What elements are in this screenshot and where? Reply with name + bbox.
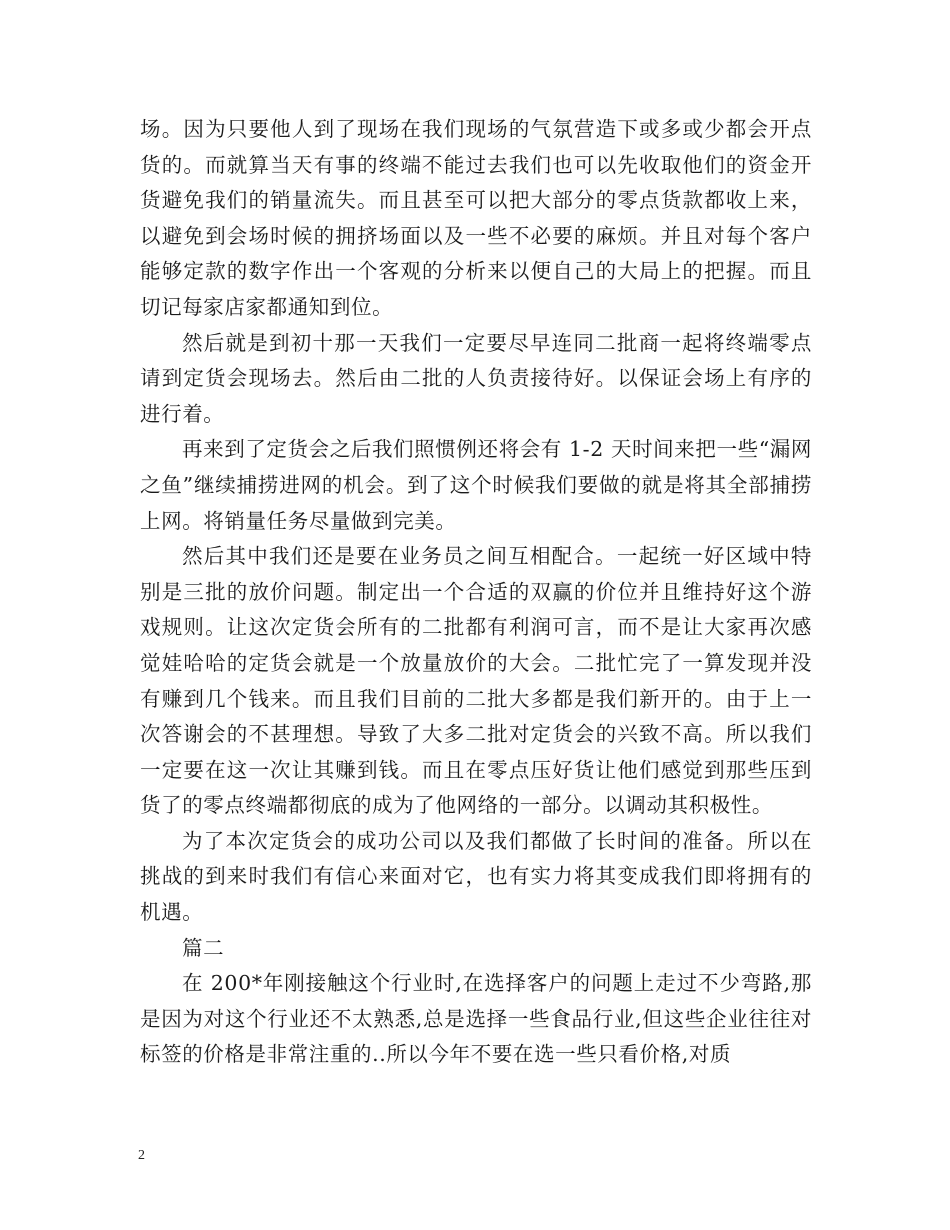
- paragraph-2: 然后就是到初十那一天我们一定要尽早连同二批商一起将终端零点请到定货会现场去。然后由二批的人负责接待好。以保证会场上有序的进行着。: [140, 330, 812, 426]
- paragraph-1: 场。因为只要他人到了现场在我们现场的气氛营造下或多或少都会开点货的。而就算当天有事的终端不能过去我们也可以先收取他们的资金开货避免我们的销量流失。而且甚至可以把大部分的零点货款都收上来，以避免到会场时候的拥挤场面以及一些不必要的麻烦。并且对每个客户能够定款的数字作出一个客观的分析来以便自己的大局上的把握。而且切记每家店家都通知到位。: [140, 117, 812, 319]
- section-heading: 篇二: [182, 935, 225, 960]
- document-body: [140, 112, 812, 1073]
- page-number: 2: [138, 1148, 145, 1163]
- paragraph-4: 然后其中我们还是要在业务员之间互相配合。一起统一好区域中特别是三批的放价问题。制定出一个合适的双赢的价位并且维持好这个游戏规则。让这次定货会所有的二批都有利润可言，而不是让大家再次感觉娃哈哈的定货会就是一个放量放价的大会。二批忙完了一算发现并没有赚到几个钱来。而且我们目前的二批大多都是我们新开的。由于上一次答谢会的不甚理想。导致了大多二批对定货会的兴致不高。所以我们一定要在这一次让其赚到钱。而且在零点压好货让他们感觉到那些压到货了的零点终端都彻底的成为了他网络的一部分。以调动其积极性。: [140, 544, 812, 818]
- paragraph-3: 再来到了定货会之后我们照惯例还将会有 1-2 天时间来把一些“漏网之鱼”继续捕捞进网的机会。到了这个时候我们要做的就是将其全部捕捞上网。将销量任务尽量做到完美。: [140, 437, 812, 533]
- paragraph-6: 在 200*年刚接触这个行业时,在选择客户的问题上走过不少弯路,那是因为对这个行业还不太熟悉,总是选择一些食品行业,但这些企业往往对标签的价格是非常注重的..所以今年不要在选一些只看价格,对质: [140, 971, 812, 1067]
- paragraph-5: 为了本次定货会的成功公司以及我们都做了长时间的准备。所以在挑战的到来时我们有信心来面对它，也有实力将其变成我们即将拥有的机遇。: [140, 828, 812, 925]
